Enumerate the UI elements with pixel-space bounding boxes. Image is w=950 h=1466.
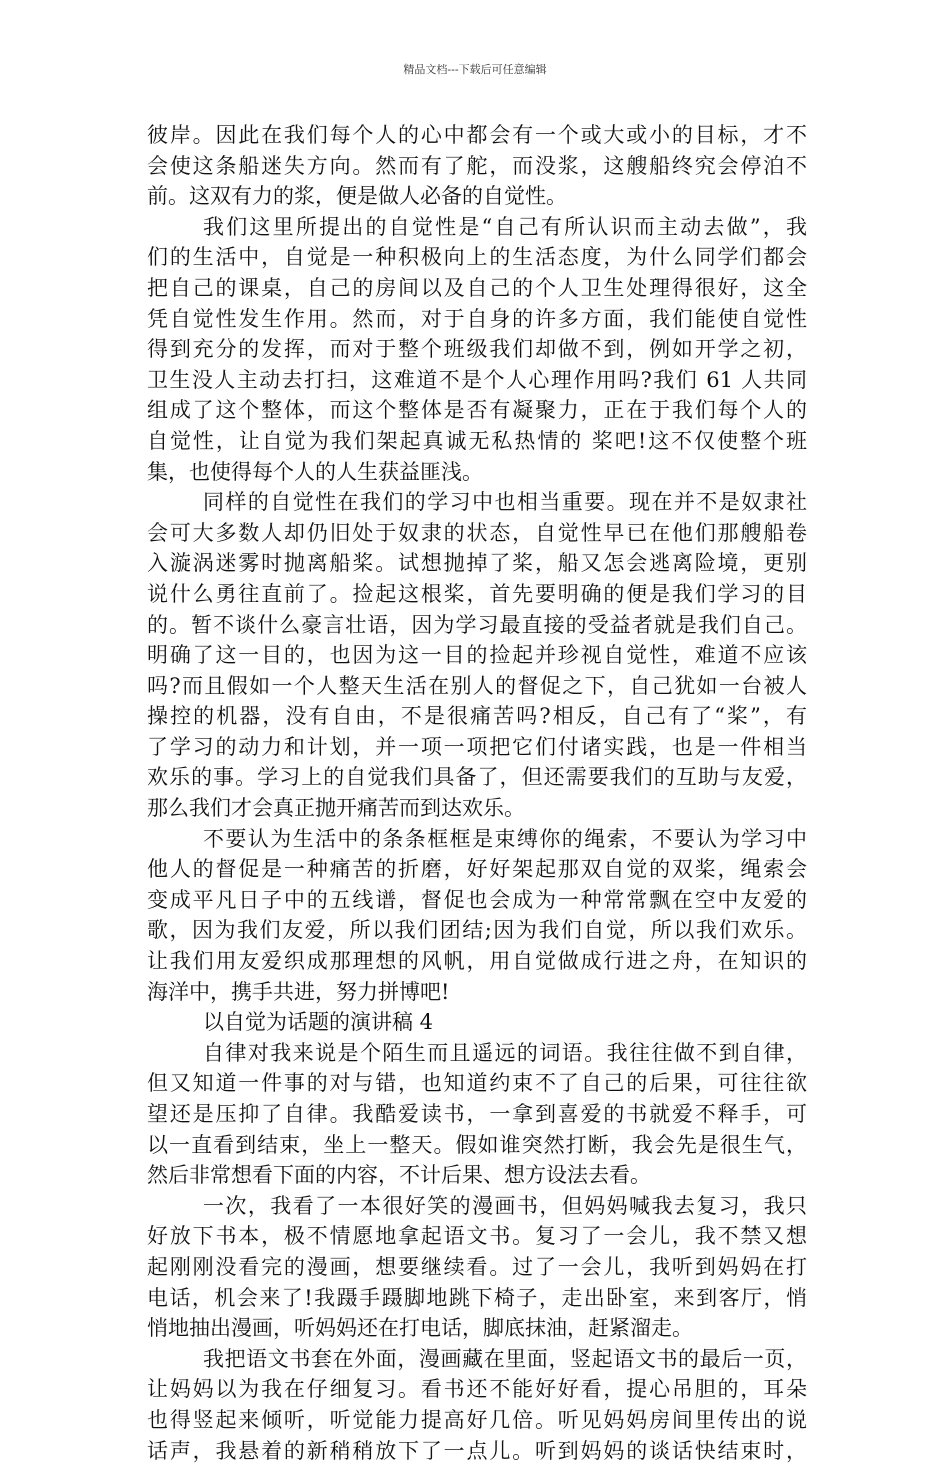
text-line: 他人的督促是一种痛苦的折磨，好好架起那双自觉的双桨，绳索会	[147, 857, 807, 882]
text-line: 起刚刚没看完的漫画，想要继续看。过了一会儿，我听到妈妈在打	[147, 1254, 807, 1279]
text-line: 前。这双有力的浆，便是做人必备的自觉性。	[147, 184, 567, 209]
paragraph	[147, 487, 807, 824]
text-line: 歌，因为我们友爱，所以我们团结;因为我们自觉，所以我们欢乐。	[147, 918, 807, 943]
text-line: 让妈妈以为我在仔细复习。看书还不能好好看，提心吊胆的，耳朵	[147, 1377, 807, 1402]
text-line: 操控的机器，没有自由，不是很痛苦吗?相反，自己有了“桨”，有	[147, 704, 807, 729]
text-line: 们的生活中，自觉是一种积极向上的生活态度，为什么同学们都会	[147, 245, 807, 270]
text-line: 把自己的课桌，自己的房间以及自己的个人卫生处理得很好，这全	[147, 275, 807, 300]
document-body	[147, 120, 807, 1466]
text-line: 悄地抽出漫画，听妈妈还在打电话，脚底抹油，赶紧溜走。	[147, 1316, 693, 1341]
text-line: 我把语文书套在外面，漫画藏在里面，竖起语文书的最后一页，	[203, 1346, 807, 1371]
text-line: 话声，我悬着的新稍稍放下了一点儿。听到妈妈的谈话快结束时，	[147, 1438, 807, 1463]
text-line: 会使这条船迷失方向。然而有了舵，而没浆，这艘船终究会停泊不	[147, 153, 807, 178]
paragraph	[147, 120, 807, 212]
text-line: 会可大多数人却仍旧处于奴隶的状态，自觉性早已在他们那艘船卷	[147, 520, 807, 545]
text-line: 组成了这个整体，而这个整体是否有凝聚力，正在于我们每个人的	[147, 398, 807, 423]
text-line: 海洋中，携手共进，努力拼博吧!	[147, 979, 450, 1004]
text-line: 我们这里所提出的自觉性是“自己有所认识而主动去做”，我	[203, 214, 807, 239]
paragraph	[147, 1191, 807, 1344]
text-line: 然后非常想看下面的内容，不计后果、想方设法去看。	[147, 1163, 651, 1188]
paragraph	[147, 824, 807, 1008]
text-line: 一次，我看了一本很好笑的漫画书，但妈妈喊我去复习，我只	[203, 1193, 807, 1218]
page-header: 精品文档---下载后可任意编辑	[403, 63, 547, 76]
text-line: 彼岸。因此在我们每个人的心中都会有一个或大或小的目标，才不	[147, 123, 807, 147]
text-line: 明确了这一目的，也因为这一目的捡起并珍视自觉性，难道不应该	[147, 643, 807, 668]
text-line: 欢乐的事。学习上的自觉我们具备了，但还需要我们的互助与友爱，	[147, 765, 807, 790]
text-line: 了学习的动力和计划，并一项一项把它们付诸实践，也是一件相当	[147, 734, 807, 759]
text-line: 说什么勇往直前了。捡起这根桨，首先要明确的便是我们学习的目	[147, 581, 807, 606]
text-line: 不要认为生活中的条条框框是束缚你的绳索，不要认为学习中	[203, 826, 807, 851]
text-line: 以一直看到结束，坐上一整天。假如谁突然打断，我会先是很生气，	[147, 1132, 807, 1157]
text-line: 那么我们才会真正抛开痛苦而到达欢乐。	[147, 796, 525, 821]
text-line: 自觉性，让自觉为我们架起真诚无私热情的 桨吧!这不仅使整个班	[147, 428, 807, 453]
text-line: 但又知道一件事的对与错，也知道约束不了自己的后果，可往往欲	[147, 1071, 807, 1096]
text-line: 同样的自觉性在我们的学习中也相当重要。现在并不是奴隶社	[203, 490, 807, 515]
text-line: 凭自觉性发生作用。然而，对于自身的许多方面，我们能使自觉性	[147, 306, 807, 331]
text-line: 变成平凡日子中的五线谱，督促也会成为一种常常飘在空中友爱的	[147, 887, 807, 912]
paragraph	[147, 212, 807, 487]
text-line: 得到充分的发挥，而对于整个班级我们却做不到，例如开学之初，	[147, 337, 807, 362]
text-line: 吗?而且假如一个人整天生活在别人的督促之下，自己犹如一台被人	[147, 673, 807, 698]
text-line: 电话，机会来了!我蹑手蹑脚地跳下椅子，走出卧室，来到客厅，悄	[147, 1285, 807, 1310]
paragraph	[147, 1344, 807, 1466]
text-line: 集，也使得每个人的人生获益匪浅。	[147, 459, 483, 484]
text-line: 卫生没人主动去打扫，这难道不是个人心理作用吗?我们 61 人共同	[147, 367, 807, 392]
text-line: 入漩涡迷雾时抛离船桨。试想抛掉了桨，船又怎会逃离险境，更别	[147, 551, 807, 576]
text-line: 让我们用友爱织成那理想的风帆，用自觉做成行进之舟，在知识的	[147, 949, 807, 974]
text-line: 好放下书本，极不情愿地拿起语文书。复习了一会儿，我不禁又想	[147, 1224, 807, 1249]
text-line: 自律对我来说是个陌生而且遥远的词语。我往往做不到自律，	[203, 1040, 807, 1065]
text-line: 望还是压抑了自律。我酷爱读书，一拿到喜爱的书就爱不释手，可	[147, 1102, 807, 1126]
text-line: 的。暂不谈什么豪言壮语，因为学习最直接的受益者就是我们自己。	[147, 612, 807, 637]
text-line: 以自觉为话题的演讲稿 4	[203, 1010, 434, 1035]
text-line: 也得竖起来倾听，听觉能力提高好几倍。听见妈妈房间里传出的说	[147, 1407, 807, 1432]
paragraph	[147, 1038, 807, 1191]
paragraph	[147, 1007, 807, 1038]
